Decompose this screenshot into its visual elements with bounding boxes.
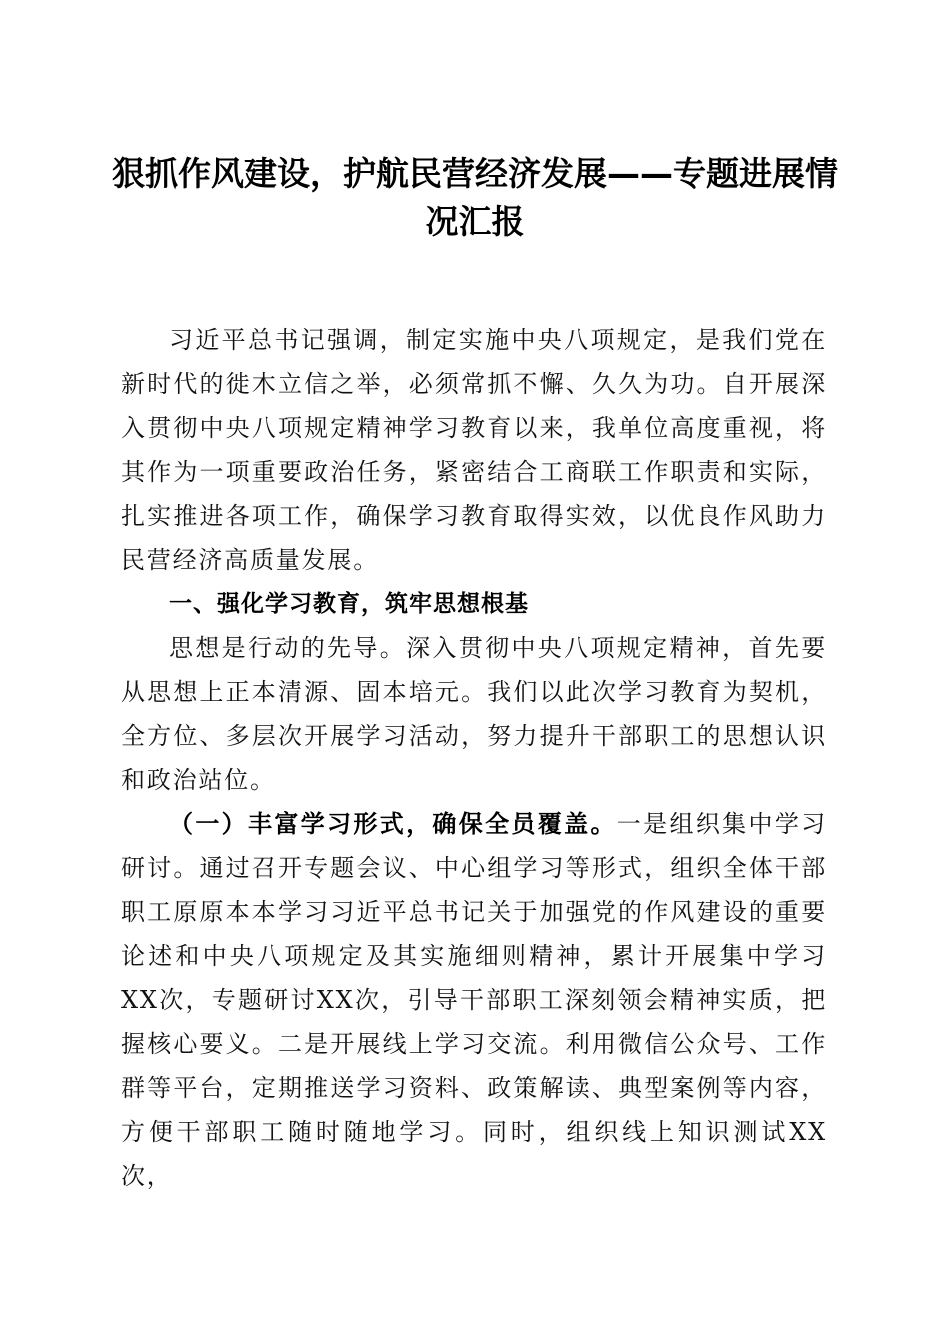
subsection-text: 一是组织集中学习研讨。通过召开专题会议、中心组学习等形式，组织全体干部职工原原本本学习习近平总书记关于加强党的作风建设的重要论述和中央八项规定及其实施细则精神，累计开展集中学习XX次，专题研讨XX次，引导干部职工深刻领会精神实质，把握核心要义。二是开展线上学习交流。利用微信公众号、工作群等平台，定期推送学习资料、政策解读、典型案例等内容，方便干部职工随时随地学习。同时，组织线上知识测试XX次，: [121, 810, 827, 1190]
document-title: 狠抓作风建设，护航民营经济发展——专题进展情况汇报: [112, 154, 838, 241]
document-body: [121, 318, 827, 1198]
section-paragraph: 思想是行动的先导。深入贯彻中央八项规定精神，首先要从思想上正本清源、固本培元。我们以此次学习教育为契机，全方位、多层次开展学习活动，努力提升干部职工的思想认识和政治站位。: [121, 634, 827, 794]
subsection-paragraph: [121, 802, 827, 1198]
intro-paragraph: 习近平总书记强调，制定实施中央八项规定，是我们党在新时代的徙木立信之举，必须常抓不懈、久久为功。自开展深入贯彻中央八项规定精神学习教育以来，我单位高度重视，将其作为一项重要政治任务，紧密结合工商联工作职责和实际，扎实推进各项工作，确保学习教育取得实效，以优良作风助力民营经济高质量发展。: [121, 326, 827, 574]
section-heading: 一、强化学习教育，筑牢思想根基: [169, 591, 529, 617]
subsection-lead: （一）丰富学习形式，确保全员覆盖。: [169, 810, 617, 838]
